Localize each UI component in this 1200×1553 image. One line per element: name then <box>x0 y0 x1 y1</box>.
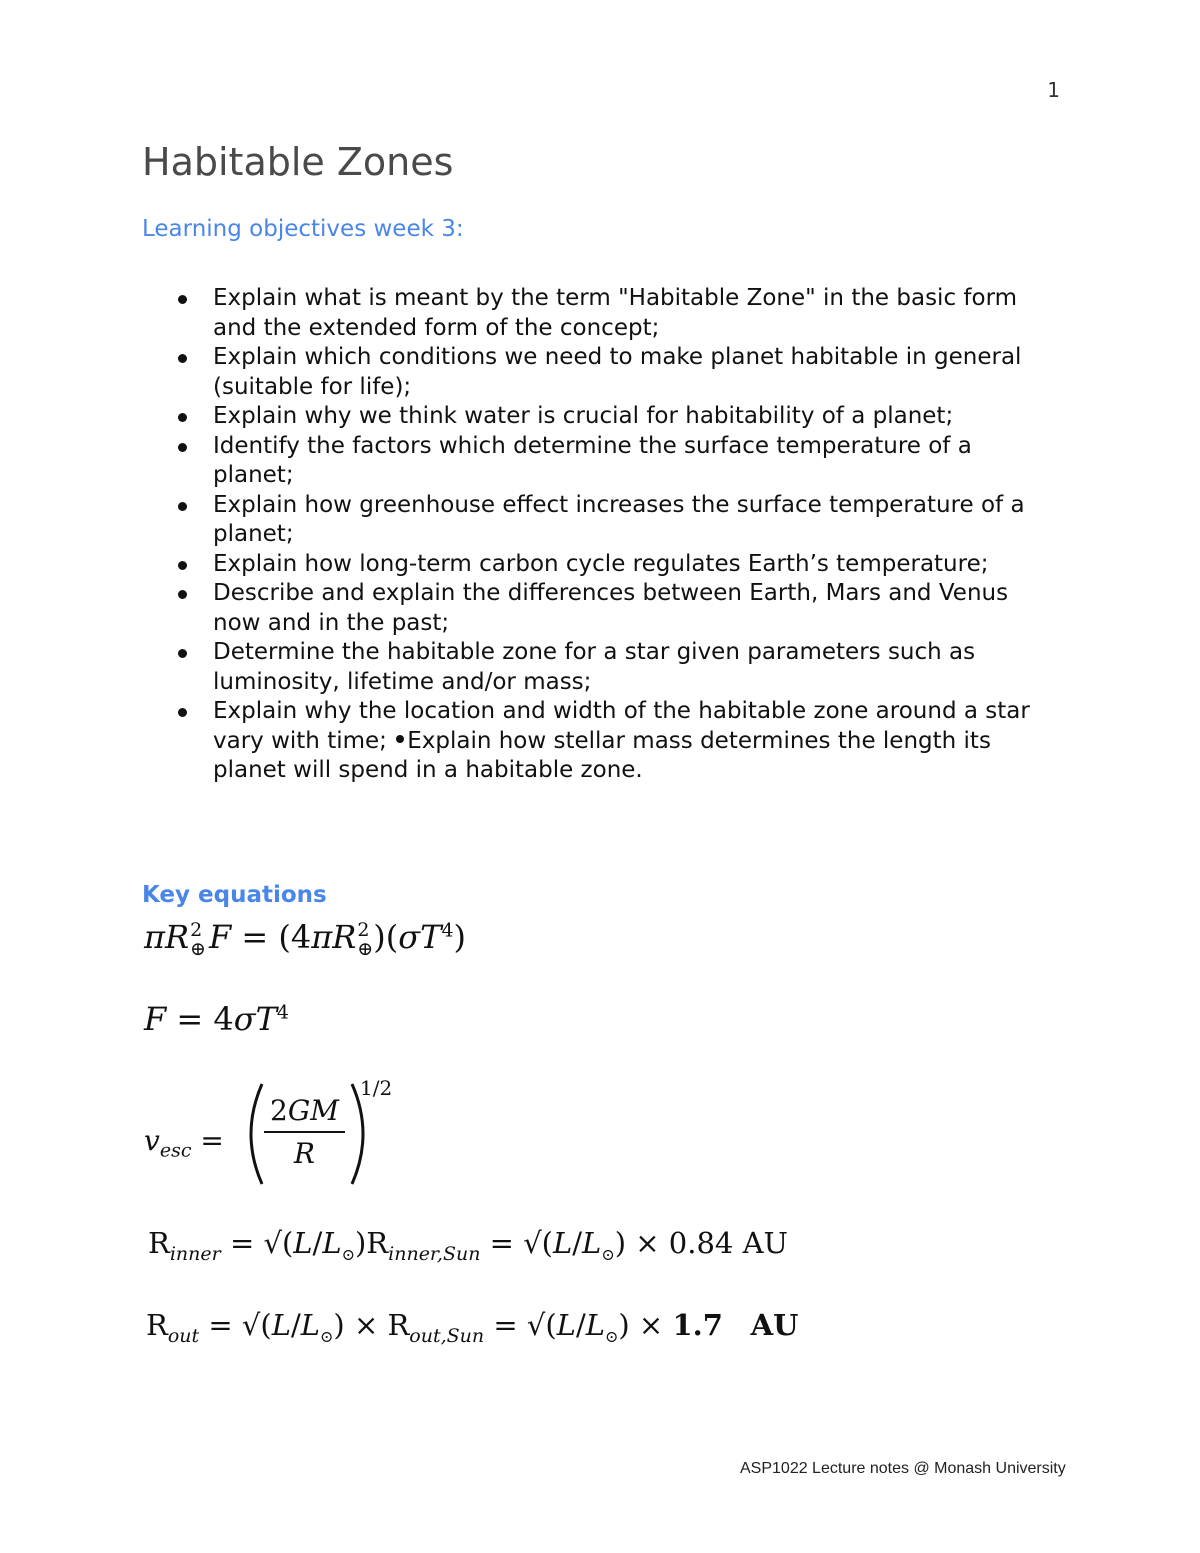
bullet-icon <box>178 649 187 658</box>
bullet-icon <box>178 413 187 422</box>
list-item: Identify the factors which determine the surface temperature of a planet; <box>178 432 1058 491</box>
key-equations-heading: Key equations <box>142 882 327 908</box>
bullet-icon <box>178 443 187 452</box>
equation-outer-radius: $R_{out} = √(L/L_⊙) \times R_{out,Sun} = √(L/L_⊙) \times 1.7$ AU <box>146 1308 799 1347</box>
page-number: 1 <box>1047 78 1060 102</box>
equation-inner-radius: $R_{inner} = √(L/L_⊙)R_{inner,Sun} = √(L/L_⊙) \times 0.84$ AU <box>148 1226 788 1265</box>
list-item: Explain why the location and width of the habitable zone around a star vary with time; Explain how stellar mass determines the length its planet will spend in a habitable zone. <box>178 697 1058 786</box>
footer-credit: ASP1022 Lecture notes @ Monash University <box>740 1460 1066 1477</box>
bullet-icon <box>178 708 187 717</box>
list-item: Describe and explain the differences between Earth, Mars and Venus now and in the past; <box>178 579 1058 638</box>
inline-bullet-icon <box>396 735 404 743</box>
list-item: Explain why we think water is crucial for habitability of a planet; <box>178 402 1058 432</box>
list-item: Explain what is meant by the term "Habitable Zone" in the basic form and the extended form of the concept; <box>178 284 1058 343</box>
equation-energy-balance: πR 2 ⊕ F = (4πR 2 ⊕ )$(\sigma T^4)$ <box>144 918 467 960</box>
left-parenthesis-icon <box>238 1082 266 1186</box>
learning-objectives-list <box>178 284 1058 786</box>
learning-objectives-heading: Learning objectives week 3: <box>142 216 464 242</box>
bullet-icon <box>178 590 187 599</box>
bullet-icon <box>178 354 187 363</box>
bullet-icon <box>178 502 187 511</box>
bullet-icon <box>178 295 187 304</box>
list-item: Explain how long-term carbon cycle regulates Earth’s temperature; <box>178 550 1058 580</box>
bullet-icon <box>178 561 187 570</box>
page-title: Habitable Zones <box>142 140 454 184</box>
list-item: Determine the habitable zone for a star given parameters such as luminosity, lifetime and/or mass; <box>178 638 1058 697</box>
list-item: Explain which conditions we need to make planet habitable in general (suitable for life); <box>178 343 1058 402</box>
list-item: Explain how greenhouse effect increases the surface temperature of a planet; <box>178 491 1058 550</box>
equation-escape-velocity: $v_{esc}$ = $\frac{2GM}{R}$ 1/2 <box>144 1078 404 1188</box>
equation-flux: $F = 4\sigma T^4$ <box>144 1000 289 1038</box>
